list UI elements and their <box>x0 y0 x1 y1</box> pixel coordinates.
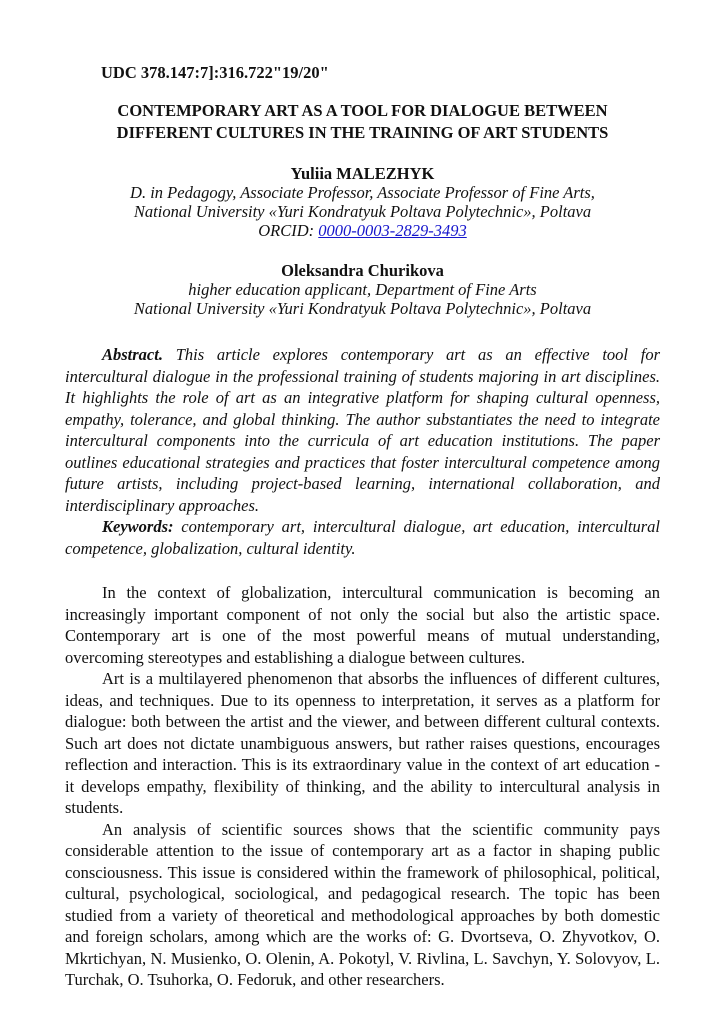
orcid-label: ORCID: <box>258 221 319 240</box>
body-paragraph-1: In the context of globalization, intercultural communication is becoming an increasingly important component of not only the social but also the artistic space. Contemporary art is one of the most powerful means of mutual understanding, overcoming stereotypes and establishing a dialogue between cultures. <box>65 583 660 667</box>
author-1-orcid-row <box>65 221 660 240</box>
author-2-name: Oleksandra Churikova <box>281 261 444 280</box>
keywords-label: Keywords: <box>102 517 174 536</box>
body-paragraph-3: An analysis of scientific sources shows that the scientific community pays considerable attention to the issue of contemporary art as a factor in shaping public consciousness. This issue is considered within the framework of philosophical, political, cultural, psychological, sociological, and pedagogical research. The topic has been studied from a variety of theoretical and methodological approaches by both domestic and foreign scholars, among which are the works of: G. Dvortseva, O. Zhyvotkov, O. Mkrtichyan, N. Musienko, O. Olenin, A. Pokotyl, V. Rivlina, L. Savchyn, Y. Solovyov, L. Turchak, O. Tsuhorka, O. Fedoruk, and other researchers. <box>65 819 660 989</box>
abstract-text: This article explores contemporary art as an effective tool for intercultural dialogue in the professional training of students majoring in art disciplines. It highlights the role of art as an integrative platform for shaping cultural openness, empathy, tolerance, and global thinking. The author substantiates the need to integrate intercultural components into the curricula of art education institutions. The paper outlines educational strategies and practices that foster intercultural competence among future artists, including project-based learning, international collaboration, and interdisciplinary approaches. <box>65 345 660 515</box>
article-body <box>65 582 660 991</box>
keywords-paragraph <box>65 516 660 559</box>
author-1-name: Yuliia MALEZHYK <box>290 164 435 183</box>
article-title-line-2: DIFFERENT CULTURES IN THE TRAINING OF ART STUDENTS <box>116 123 609 142</box>
abstract-label: Abstract. <box>102 345 163 364</box>
author-2-role: higher education applicant, Department of Fine Arts <box>188 280 537 299</box>
article-title-line-1: CONTEMPORARY ART AS A TOOL FOR DIALOGUE BETWEEN <box>117 101 608 120</box>
keywords-text: contemporary art, intercultural dialogue, art education, intercultural competence, globalization, cultural identity. <box>65 517 660 558</box>
orcid-link[interactable]: 0000-0003-2829-3493 <box>318 221 467 240</box>
body-paragraph-2: Art is a multilayered phenomenon that absorbs the influences of different cultures, ideas, and techniques. Due to its openness to interpretation, it serves as a platform for dialogue: both between the artist and the viewer, and between different cultural contexts. Such art does not dictate unambiguous answers, but rather raises questions, encourages reflection and interaction. This is its extraordinary value in the context of art education - it develops empathy, flexibility of thinking, and the ability to intercultural analysis in students. <box>65 669 660 817</box>
abstract-keywords-section <box>65 344 660 559</box>
udc-code: UDC 378.147:7]:316.722"19/20" <box>101 63 329 82</box>
author-block-1 <box>65 164 660 240</box>
article-title <box>65 100 660 144</box>
author-1-role: D. in Pedagogy, Associate Professor, Associate Professor of Fine Arts, <box>130 183 595 202</box>
author-2-affiliation: National University «Yuri Kondratyuk Poltava Polytechnic», Poltava <box>133 299 592 318</box>
abstract-paragraph <box>65 344 660 516</box>
author-block-2 <box>65 261 660 318</box>
author-1-affiliation: National University «Yuri Kondratyuk Poltava Polytechnic», Poltava <box>133 202 592 221</box>
